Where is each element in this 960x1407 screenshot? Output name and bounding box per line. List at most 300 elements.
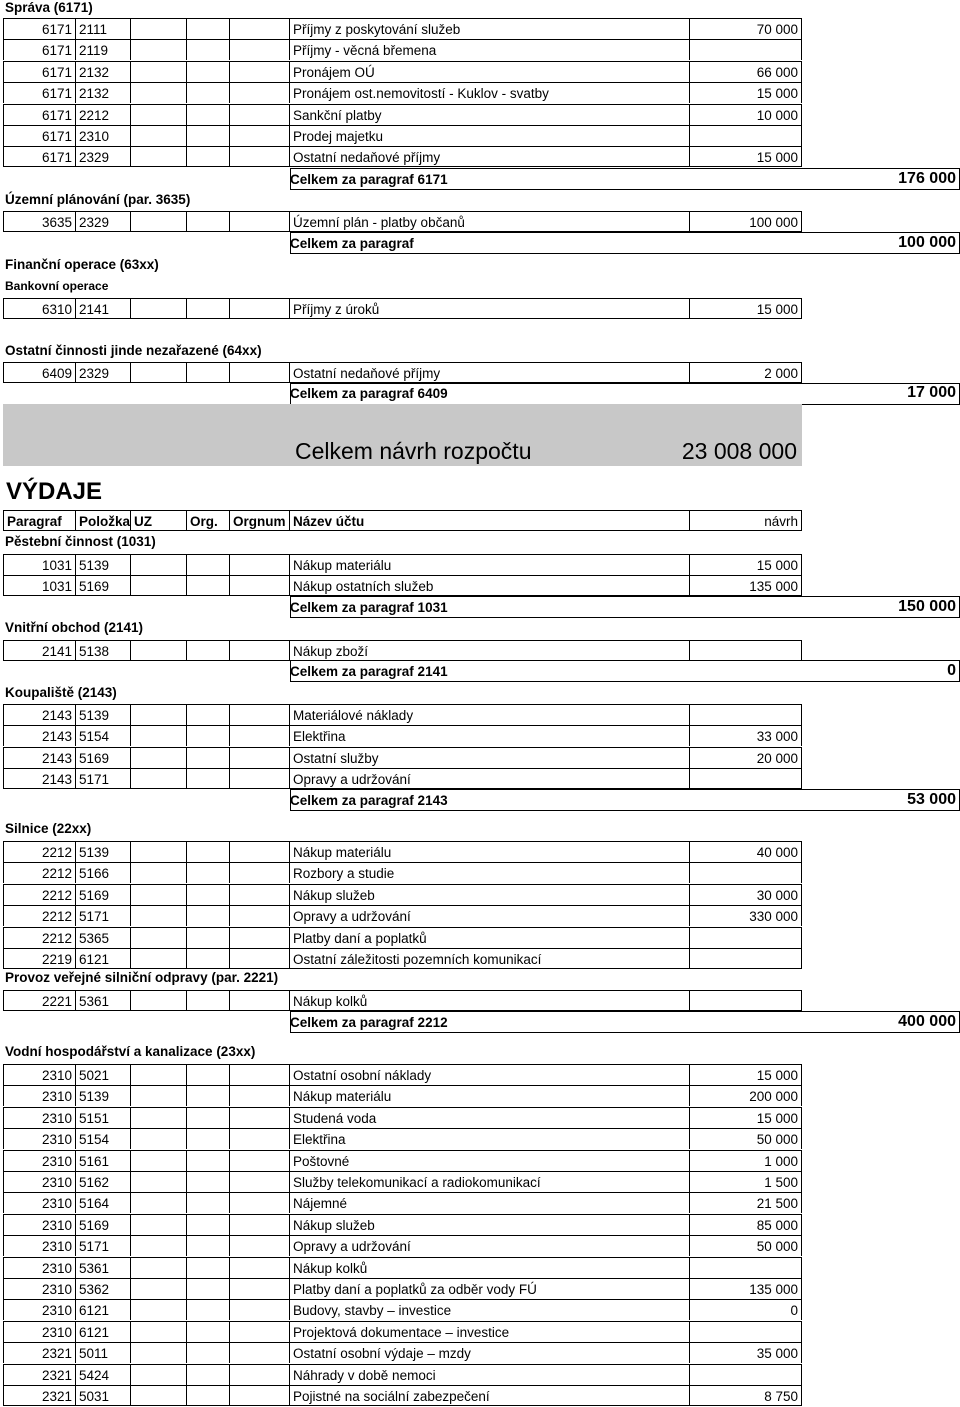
- navrh-cell: [689, 927, 802, 948]
- paragraf-cell: 6171: [3, 104, 75, 125]
- uz-cell: [130, 18, 186, 39]
- orgnum-cell: [229, 211, 289, 232]
- nazev-cell: Rozbory a studie: [289, 862, 689, 883]
- navrh-cell: 15 000: [689, 146, 802, 167]
- paragraf-cell: 2310: [3, 1128, 75, 1149]
- grand-total-value: 23 008 000: [681, 438, 797, 464]
- polozka-cell: 5365: [75, 927, 130, 948]
- table-row: [0, 82, 960, 103]
- orgnum-cell: [229, 575, 289, 596]
- uz-cell: [130, 1085, 186, 1106]
- table-row: [0, 1278, 960, 1299]
- table-row: [0, 948, 960, 969]
- total-label: Celkem za paragraf 2141: [290, 664, 448, 679]
- table-row: [0, 298, 960, 319]
- uz-cell: [130, 862, 186, 883]
- org-cell: [186, 990, 229, 1011]
- nazev-cell: Ostatní nedaňové příjmy: [289, 362, 689, 383]
- paragraf-cell: 2143: [3, 747, 75, 768]
- navrh-cell: 100 000: [689, 211, 802, 232]
- navrh-cell: 70 000: [689, 18, 802, 39]
- table-row: [0, 1192, 960, 1213]
- polozka-cell: 5164: [75, 1192, 130, 1213]
- navrh-cell: [689, 39, 802, 60]
- polozka-cell: 6121: [75, 1321, 130, 1342]
- org-cell: [186, 146, 229, 167]
- nazev-cell: Nájemné: [289, 1192, 689, 1213]
- section-title: Provoz veřejné silniční odpravy (par. 2221): [5, 970, 279, 985]
- paragraf-cell: 2321: [3, 1342, 75, 1363]
- polozka-cell: 2111: [75, 18, 130, 39]
- orgnum-cell: [229, 61, 289, 82]
- uz-cell: [130, 704, 186, 725]
- org-cell: [186, 362, 229, 383]
- orgnum-cell: [229, 1385, 289, 1406]
- org-cell: [186, 747, 229, 768]
- polozka-cell: 5171: [75, 768, 130, 789]
- nazev-cell: Pronájem OÚ: [289, 61, 689, 82]
- orgnum-cell: [229, 948, 289, 969]
- polozka-cell: 5166: [75, 862, 130, 883]
- nazev-cell: Nákup služeb: [289, 884, 689, 905]
- nazev-cell: Příjmy z úroků: [289, 298, 689, 319]
- orgnum-cell: [229, 841, 289, 862]
- paragraf-cell: 6171: [3, 61, 75, 82]
- section-title: Ostatní činnosti jinde nezařazené (64xx): [5, 343, 262, 358]
- navrh-cell: 21 500: [689, 1192, 802, 1213]
- nazev-cell: Nákup služeb: [289, 1214, 689, 1235]
- org-cell: [186, 211, 229, 232]
- total-box: [290, 168, 960, 190]
- total-label: Celkem za paragraf 6409: [290, 386, 448, 401]
- paragraf-cell: 1031: [3, 575, 75, 596]
- polozka-cell: 2329: [75, 146, 130, 167]
- section-title: Silnice (22xx): [5, 821, 92, 836]
- uz-cell: [130, 298, 186, 319]
- org-cell: [186, 575, 229, 596]
- org-cell: [186, 1342, 229, 1363]
- table-row: [0, 704, 960, 725]
- uz-cell: [130, 1128, 186, 1149]
- orgnum-cell: [229, 862, 289, 883]
- nazev-cell: Nákup materiálu: [289, 1085, 689, 1106]
- uz-cell: [130, 747, 186, 768]
- section-title: Koupaliště (2143): [5, 685, 117, 700]
- table-row: [0, 1235, 960, 1256]
- org-cell: [186, 948, 229, 969]
- navrh-cell: [689, 125, 802, 146]
- paragraf-cell: 2310: [3, 1278, 75, 1299]
- uz-cell: [130, 1342, 186, 1363]
- org-cell: [186, 104, 229, 125]
- org-cell: [186, 1364, 229, 1385]
- orgnum-cell: [229, 1299, 289, 1320]
- uz-cell: [130, 211, 186, 232]
- total-value: 400 000: [898, 1013, 956, 1030]
- nazev-cell: Ostatní nedaňové příjmy: [289, 146, 689, 167]
- total-value: 100 000: [898, 234, 956, 251]
- nazev-cell: Budovy, stavby – investice: [289, 1299, 689, 1320]
- paragraf-cell: 2310: [3, 1171, 75, 1192]
- polozka-cell: 2132: [75, 82, 130, 103]
- org-cell: [186, 298, 229, 319]
- polozka-cell: 5011: [75, 1342, 130, 1363]
- orgnum-cell: [229, 927, 289, 948]
- paragraf-cell: 2212: [3, 884, 75, 905]
- nazev-cell: Nákup kolků: [289, 1257, 689, 1278]
- orgnum-cell: [229, 104, 289, 125]
- table-row: [0, 1107, 960, 1128]
- orgnum-cell: [229, 554, 289, 575]
- org-cell: [186, 704, 229, 725]
- orgnum-cell: [229, 747, 289, 768]
- header-uz: UZ: [130, 510, 186, 531]
- navrh-cell: 135 000: [689, 1278, 802, 1299]
- table-row: [0, 640, 960, 661]
- org-cell: [186, 1235, 229, 1256]
- paragraf-cell: 2143: [3, 768, 75, 789]
- nazev-cell: Nákup materiálu: [289, 554, 689, 575]
- navrh-cell: 1 500: [689, 1171, 802, 1192]
- polozka-cell: 6121: [75, 948, 130, 969]
- paragraf-cell: 3635: [3, 211, 75, 232]
- org-cell: [186, 82, 229, 103]
- nazev-cell: Platby daní a poplatků: [289, 927, 689, 948]
- header-paragraf: Paragraf: [3, 510, 75, 531]
- nazev-cell: Nákup ostatních služeb: [289, 575, 689, 596]
- nazev-cell: Nákup materiálu: [289, 841, 689, 862]
- uz-cell: [130, 1235, 186, 1256]
- uz-cell: [130, 841, 186, 862]
- orgnum-cell: [229, 704, 289, 725]
- navrh-cell: 1 000: [689, 1150, 802, 1171]
- paragraf-cell: 6171: [3, 39, 75, 60]
- uz-cell: [130, 948, 186, 969]
- orgnum-cell: [229, 1171, 289, 1192]
- orgnum-cell: [229, 725, 289, 746]
- header-polozka: Položka: [75, 510, 130, 531]
- uz-cell: [130, 1171, 186, 1192]
- polozka-cell: 5139: [75, 1085, 130, 1106]
- uz-cell: [130, 82, 186, 103]
- uz-cell: [130, 725, 186, 746]
- polozka-cell: 5361: [75, 990, 130, 1011]
- uz-cell: [130, 575, 186, 596]
- navrh-cell: 20 000: [689, 747, 802, 768]
- polozka-cell: 5424: [75, 1364, 130, 1385]
- uz-cell: [130, 1278, 186, 1299]
- orgnum-cell: [229, 884, 289, 905]
- paragraf-cell: 2212: [3, 841, 75, 862]
- orgnum-cell: [229, 362, 289, 383]
- paragraf-cell: 6171: [3, 125, 75, 146]
- orgnum-cell: [229, 1128, 289, 1149]
- total-label: Celkem za paragraf 2212: [290, 1015, 448, 1030]
- polozka-cell: 5169: [75, 747, 130, 768]
- paragraf-cell: 2212: [3, 905, 75, 926]
- section-title: Vodní hospodářství a kanalizace (23xx): [5, 1044, 256, 1059]
- total-box: [290, 1011, 960, 1033]
- polozka-cell: 5171: [75, 905, 130, 926]
- nazev-cell: Elektřina: [289, 1128, 689, 1149]
- table-row: [0, 905, 960, 926]
- org-cell: [186, 1299, 229, 1320]
- org-cell: [186, 1278, 229, 1299]
- total-label: Celkem za paragraf 1031: [290, 600, 448, 615]
- paragraf-cell: 2310: [3, 1214, 75, 1235]
- table-row: [0, 146, 960, 167]
- paragraf-cell: 1031: [3, 554, 75, 575]
- total-value: 53 000: [907, 791, 956, 808]
- table-row: [0, 725, 960, 746]
- navrh-cell: [689, 1257, 802, 1278]
- navrh-cell: [689, 1321, 802, 1342]
- navrh-cell: 15 000: [689, 554, 802, 575]
- uz-cell: [130, 1321, 186, 1342]
- org-cell: [186, 1171, 229, 1192]
- section-title: Finanční operace (63xx): [5, 257, 159, 272]
- nazev-cell: Služby telekomunikací a radiokomunikací: [289, 1171, 689, 1192]
- navrh-cell: [689, 862, 802, 883]
- uz-cell: [130, 1150, 186, 1171]
- grand-total-label: Celkem návrh rozpočtu: [295, 438, 532, 464]
- navrh-cell: 15 000: [689, 1064, 802, 1085]
- nazev-cell: Elektřina: [289, 725, 689, 746]
- navrh-cell: [689, 768, 802, 789]
- navrh-cell: 33 000: [689, 725, 802, 746]
- org-cell: [186, 725, 229, 746]
- orgnum-cell: [229, 1150, 289, 1171]
- total-value: 17 000: [907, 384, 956, 401]
- table-row: [0, 990, 960, 1011]
- polozka-cell: 2141: [75, 298, 130, 319]
- uz-cell: [130, 146, 186, 167]
- table-row: [0, 1064, 960, 1085]
- nazev-cell: Pronájem ost.nemovitostí - Kuklov - svatby: [289, 82, 689, 103]
- nazev-cell: Náhrady v době nemoci: [289, 1364, 689, 1385]
- navrh-cell: 30 000: [689, 884, 802, 905]
- orgnum-cell: [229, 18, 289, 39]
- nazev-cell: Studená voda: [289, 1107, 689, 1128]
- header-org: Org.: [186, 510, 229, 531]
- polozka-cell: 5362: [75, 1278, 130, 1299]
- org-cell: [186, 905, 229, 926]
- total-box: [290, 383, 960, 405]
- table-row: [0, 1321, 960, 1342]
- paragraf-cell: 2310: [3, 1257, 75, 1278]
- org-cell: [186, 1321, 229, 1342]
- uz-cell: [130, 1064, 186, 1085]
- uz-cell: [130, 1299, 186, 1320]
- paragraf-cell: 2310: [3, 1321, 75, 1342]
- uz-cell: [130, 1364, 186, 1385]
- navrh-cell: 200 000: [689, 1085, 802, 1106]
- orgnum-cell: [229, 1278, 289, 1299]
- polozka-cell: 5361: [75, 1257, 130, 1278]
- table-row: [0, 768, 960, 789]
- paragraf-cell: 2221: [3, 990, 75, 1011]
- org-cell: [186, 18, 229, 39]
- polozka-cell: 5151: [75, 1107, 130, 1128]
- total-label: Celkem za paragraf: [290, 236, 414, 251]
- navrh-cell: 330 000: [689, 905, 802, 926]
- orgnum-cell: [229, 298, 289, 319]
- total-box: [290, 232, 960, 254]
- paragraf-cell: 2141: [3, 640, 75, 661]
- total-box: [290, 789, 960, 811]
- navrh-cell: 66 000: [689, 61, 802, 82]
- polozka-cell: 5138: [75, 640, 130, 661]
- total-label: Celkem za paragraf 2143: [290, 793, 448, 808]
- table-row: [0, 125, 960, 146]
- paragraf-cell: 2143: [3, 704, 75, 725]
- navrh-cell: 40 000: [689, 841, 802, 862]
- polozka-cell: 5139: [75, 554, 130, 575]
- table-row: [0, 1214, 960, 1235]
- nazev-cell: Pojistné na sociální zabezpečení: [289, 1385, 689, 1406]
- paragraf-cell: 2143: [3, 725, 75, 746]
- polozka-cell: 5171: [75, 1235, 130, 1256]
- navrh-cell: [689, 640, 802, 661]
- polozka-cell: 2329: [75, 211, 130, 232]
- table-row: [0, 211, 960, 232]
- orgnum-cell: [229, 768, 289, 789]
- paragraf-cell: 2321: [3, 1364, 75, 1385]
- paragraf-cell: 6171: [3, 82, 75, 103]
- uz-cell: [130, 884, 186, 905]
- header-orgnum: Orgnum: [229, 510, 289, 531]
- nazev-cell: Ostatní osobní výdaje – mzdy: [289, 1342, 689, 1363]
- navrh-cell: 85 000: [689, 1214, 802, 1235]
- paragraf-cell: 6409: [3, 362, 75, 383]
- table-row: [0, 1150, 960, 1171]
- nazev-cell: Příjmy - věcná břemena: [289, 39, 689, 60]
- table-row: [0, 1085, 960, 1106]
- paragraf-cell: 6310: [3, 298, 75, 319]
- org-cell: [186, 862, 229, 883]
- section-title: Vnitřní obchod (2141): [5, 620, 144, 635]
- nazev-cell: Ostatní osobní náklady: [289, 1064, 689, 1085]
- orgnum-cell: [229, 640, 289, 661]
- table-row: [0, 554, 960, 575]
- navrh-cell: 10 000: [689, 104, 802, 125]
- polozka-cell: 2310: [75, 125, 130, 146]
- table-row: [0, 747, 960, 768]
- table-row: [0, 1299, 960, 1320]
- navrh-cell: [689, 1364, 802, 1385]
- org-cell: [186, 125, 229, 146]
- uz-cell: [130, 1257, 186, 1278]
- expenses-header-row: [0, 510, 960, 531]
- nazev-cell: Opravy a udržování: [289, 1235, 689, 1256]
- uz-cell: [130, 39, 186, 60]
- org-cell: [186, 1064, 229, 1085]
- polozka-cell: 5139: [75, 704, 130, 725]
- orgnum-cell: [229, 905, 289, 926]
- polozka-cell: 6121: [75, 1299, 130, 1320]
- paragraf-cell: 2219: [3, 948, 75, 969]
- table-row: [0, 927, 960, 948]
- orgnum-cell: [229, 1342, 289, 1363]
- orgnum-cell: [229, 1321, 289, 1342]
- table-row: [0, 18, 960, 39]
- nazev-cell: Územní plán - platby občanů: [289, 211, 689, 232]
- uz-cell: [130, 1385, 186, 1406]
- polozka-cell: 5162: [75, 1171, 130, 1192]
- nazev-cell: Materiálové náklady: [289, 704, 689, 725]
- table-row: [0, 1364, 960, 1385]
- org-cell: [186, 768, 229, 789]
- header-nazev: Název účtu: [289, 510, 689, 531]
- orgnum-cell: [229, 82, 289, 103]
- table-row: [0, 39, 960, 60]
- org-cell: [186, 884, 229, 905]
- nazev-cell: Prodej majetku: [289, 125, 689, 146]
- header-navrh: návrh: [689, 510, 802, 531]
- table-row: [0, 104, 960, 125]
- uz-cell: [130, 1107, 186, 1128]
- polozka-cell: 5169: [75, 884, 130, 905]
- orgnum-cell: [229, 146, 289, 167]
- orgnum-cell: [229, 1235, 289, 1256]
- nazev-cell: Nákup zboží: [289, 640, 689, 661]
- paragraf-cell: 2310: [3, 1192, 75, 1213]
- uz-cell: [130, 990, 186, 1011]
- navrh-cell: 35 000: [689, 1342, 802, 1363]
- polozka-cell: 5031: [75, 1385, 130, 1406]
- org-cell: [186, 1257, 229, 1278]
- table-row: [0, 841, 960, 862]
- total-box: [290, 596, 960, 618]
- uz-cell: [130, 768, 186, 789]
- org-cell: [186, 640, 229, 661]
- orgnum-cell: [229, 1107, 289, 1128]
- paragraf-cell: 2310: [3, 1299, 75, 1320]
- nazev-cell: Nákup kolků: [289, 990, 689, 1011]
- polozka-cell: 2329: [75, 362, 130, 383]
- polozka-cell: 5161: [75, 1150, 130, 1171]
- polozka-cell: 2132: [75, 61, 130, 82]
- org-cell: [186, 841, 229, 862]
- nazev-cell: Platby daní a poplatků za odběr vody FÚ: [289, 1278, 689, 1299]
- org-cell: [186, 927, 229, 948]
- nazev-cell: Poštovné: [289, 1150, 689, 1171]
- navrh-cell: [689, 704, 802, 725]
- table-row: [0, 362, 960, 383]
- expenses-title: VÝDAJE: [6, 478, 103, 505]
- table-row: [0, 1171, 960, 1192]
- table-row: [0, 61, 960, 82]
- navrh-cell: 15 000: [689, 1107, 802, 1128]
- navrh-cell: [689, 990, 802, 1011]
- org-cell: [186, 1192, 229, 1213]
- paragraf-cell: 2310: [3, 1085, 75, 1106]
- navrh-cell: 15 000: [689, 82, 802, 103]
- nazev-cell: Sankční platby: [289, 104, 689, 125]
- org-cell: [186, 1085, 229, 1106]
- orgnum-cell: [229, 1064, 289, 1085]
- polozka-cell: 5139: [75, 841, 130, 862]
- org-cell: [186, 554, 229, 575]
- orgnum-cell: [229, 125, 289, 146]
- paragraf-cell: 6171: [3, 18, 75, 39]
- nazev-cell: Příjmy z poskytování služeb: [289, 18, 689, 39]
- paragraf-cell: 2212: [3, 862, 75, 883]
- total-value: 150 000: [898, 598, 956, 615]
- total-value: 176 000: [898, 170, 956, 187]
- total-box: [290, 660, 960, 682]
- table-row: [0, 1385, 960, 1406]
